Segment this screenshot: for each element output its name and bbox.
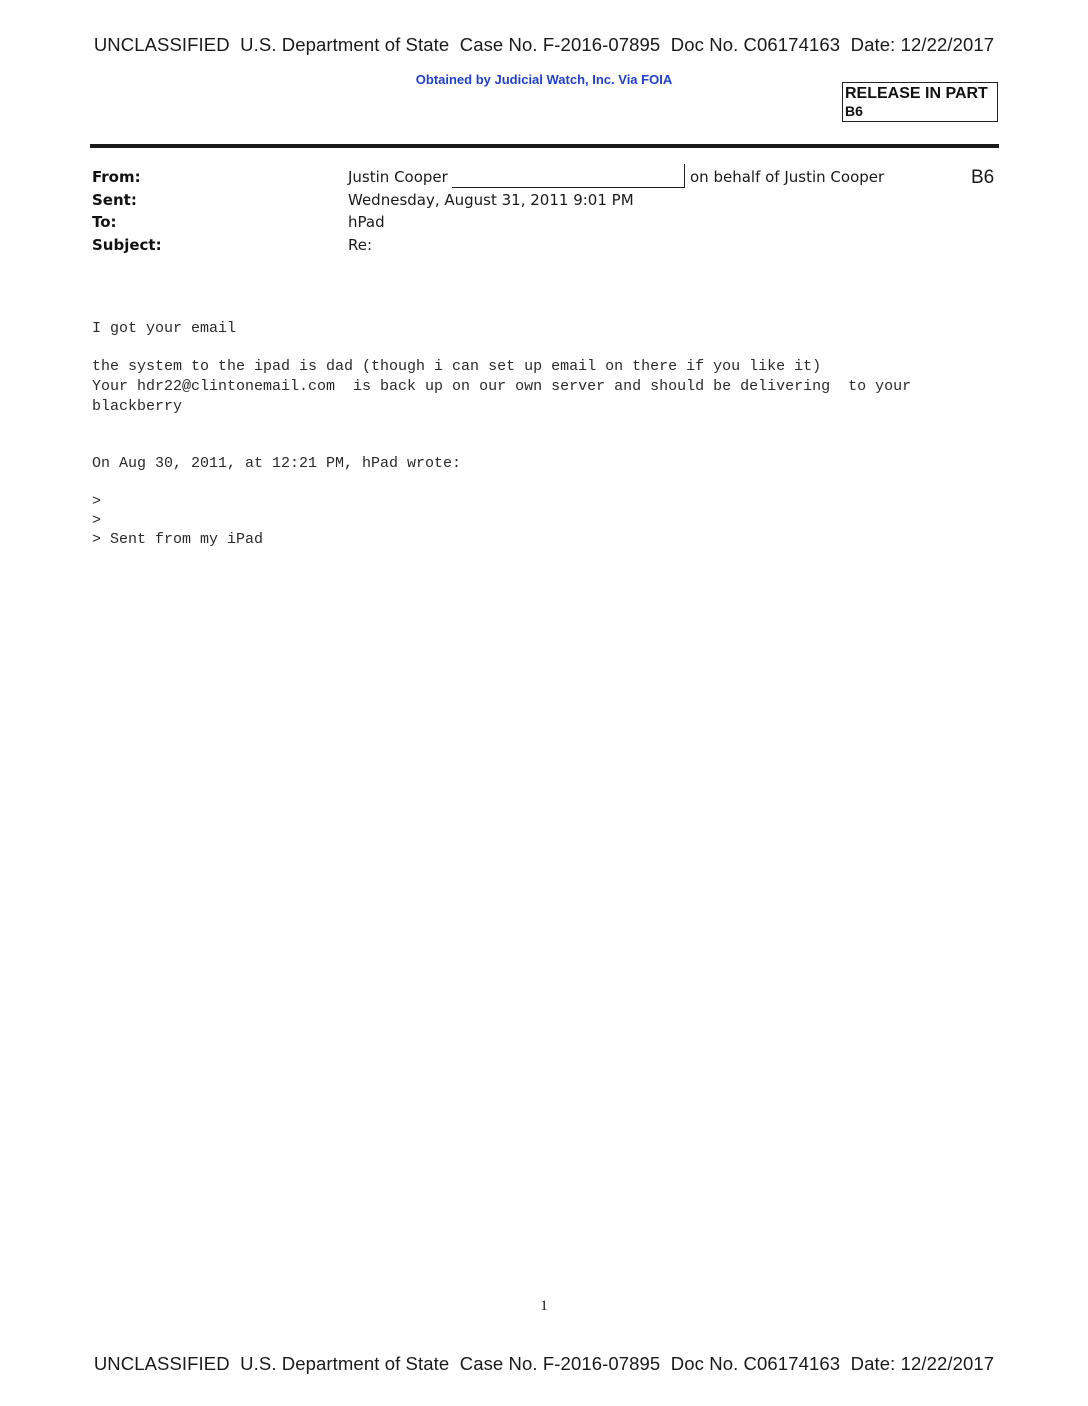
body-line-3: Your hdr22@clintonemail.com is back up on our own server and should be delivering to your: [92, 378, 912, 395]
exemption-code: B6: [971, 167, 995, 188]
from-value: Justin Cooper: [348, 168, 448, 186]
subject-label: Subject:: [92, 236, 162, 254]
release-stamp-code: B6: [845, 103, 863, 119]
redaction-underline: [452, 187, 684, 188]
body-line-2: the system to the ipad is dad (though i can set up email on there if you like it): [92, 358, 822, 375]
sent-label: Sent:: [92, 191, 137, 209]
redaction-edge: [684, 164, 685, 188]
subject-value: Re:: [348, 236, 373, 254]
release-stamp-title: RELEASE IN PART: [845, 85, 988, 102]
header-divider: [90, 144, 999, 148]
body-line-1: I got your email: [92, 320, 237, 337]
quote-line-3: > Sent from my iPad: [92, 531, 264, 548]
quote-line-2: >: [92, 512, 102, 529]
foia-note: Obtained by Judicial Watch, Inc. Via FOIA: [415, 72, 673, 87]
to-label: To:: [92, 213, 117, 231]
body-line-4: blackberry: [92, 398, 183, 415]
classification-banner-bottom: UNCLASSIFIED U.S. Department of State Case No. F-2016-07895 Doc No. C06174163 Date: 12/22/2017: [93, 1353, 995, 1374]
sent-value: Wednesday, August 31, 2011 9:01 PM: [348, 191, 634, 209]
from-label: From:: [92, 168, 141, 186]
quote-line-1: >: [92, 493, 102, 510]
page-number: 1: [540, 1298, 548, 1314]
to-value: hPad: [348, 213, 385, 231]
from-on-behalf: on behalf of Justin Cooper: [690, 168, 885, 186]
release-stamp: [842, 82, 998, 122]
classification-banner-top: UNCLASSIFIED U.S. Department of State Case No. F-2016-07895 Doc No. C06174163 Date: 12/22/2017: [93, 34, 995, 55]
quote-header: On Aug 30, 2011, at 12:21 PM, hPad wrote:: [92, 455, 462, 472]
